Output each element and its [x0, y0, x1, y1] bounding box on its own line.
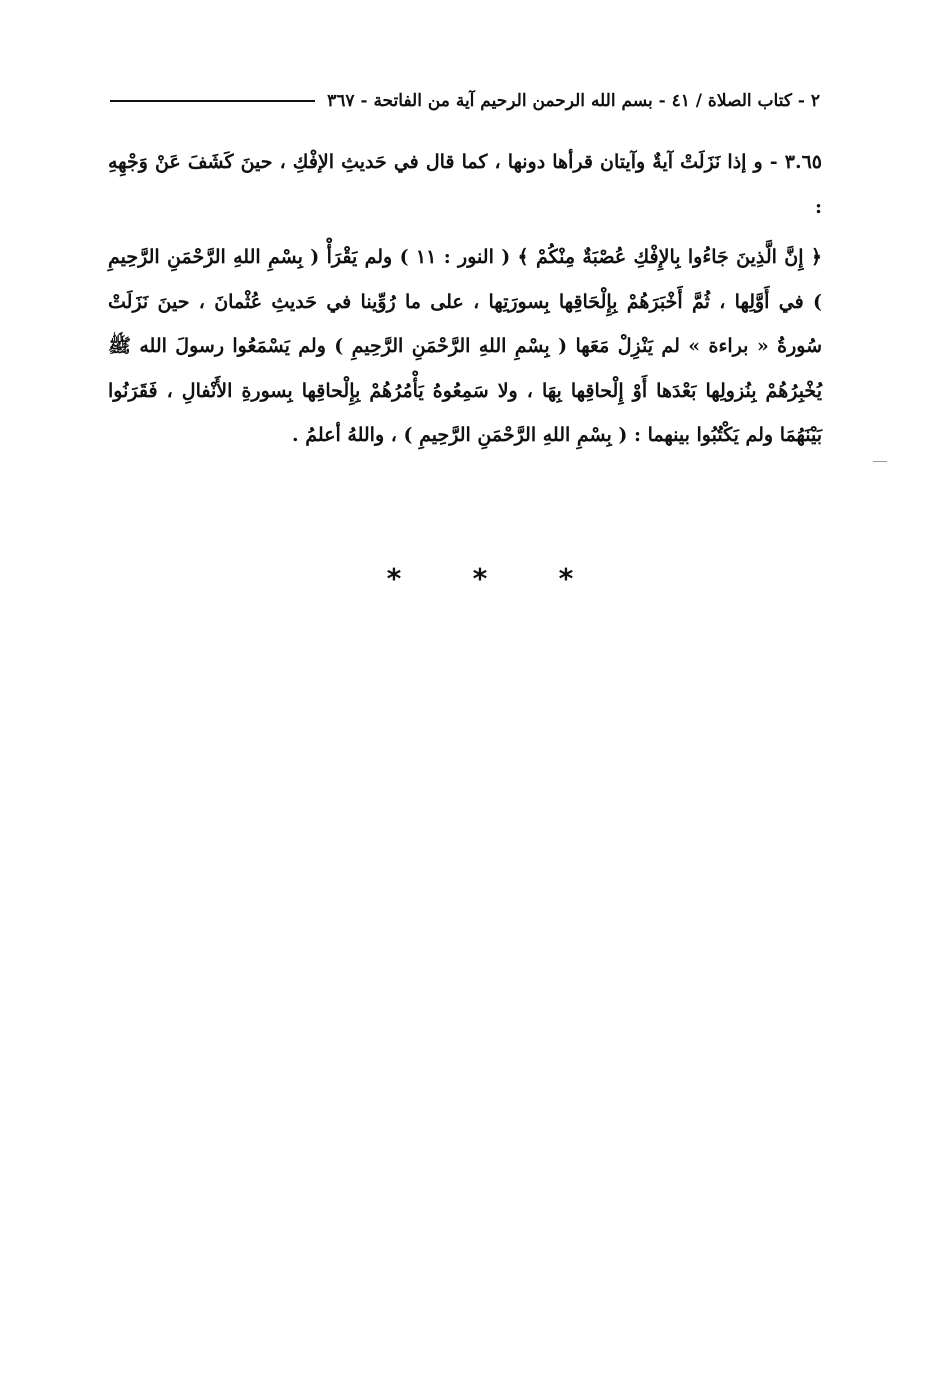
main-text [108, 140, 822, 458]
separator-star: * [558, 562, 574, 595]
header-rule [110, 100, 315, 102]
scan-speck [873, 461, 887, 462]
section-separator [380, 562, 580, 595]
running-title: ٢ - كتاب الصلاة / ٤١ - بسم الله الرحمن الرحيم آية من الفاتحة - ٣٦٧ [327, 91, 820, 111]
paragraph-2: ﴿ إِنَّ الَّذِينَ جَاءُوا بِالإِفْكِ عُصْبَةٌ مِنْكُمْ ﴾ ( النور : ١١ ) ولم يَقْرَأْ ( بِسْمِ اللهِ الرَّحْمَنِ الرَّحِيمِ ) في أَوَّلِها ، ثُمَّ أَخْبَرَهُمْ بِإِلْحَاقِها بِسورَتِها ، على ما رُوِّينا في حَديثِ عُثْمانَ ، حينَ نَزَلَتْ سُورةُ « براءة » لم يَنْزِلْ مَعَها ( بِسْمِ اللهِ الرَّحْمَنِ الرَّحِيمِ ) ولم يَسْمَعُوا رسولَ الله ﷺ يُخْبِرُهُمْ بِنُزولِها بَعْدَها أَوْ إِلْحاقِها بِهَا ، ولا سَمِعُوهُ يَأْمُرُهُمْ بِإِلْحاقِها بِسورةِ الأَنْفالِ ، فَقَرَنُوا بَيْنَهُمَا ولم يَكْتُبُوا بينهما : ( بِسْمِ اللهِ الرَّحْمَنِ الرَّحِيمِ ) ، واللهُ أعلمُ . [108, 246, 823, 446]
separator-star: * [386, 562, 402, 595]
separator-star: * [472, 562, 488, 595]
paragraph-1: ٣.٦٥ - و إذا نَزَلَتْ آيةٌ وآيتان قرأها دونها ، كما قال في حَديثِ الإفْكِ ، حينَ كَشَفَ عَنْ وَجْهِهِ : [108, 151, 822, 218]
page-header [110, 84, 820, 118]
